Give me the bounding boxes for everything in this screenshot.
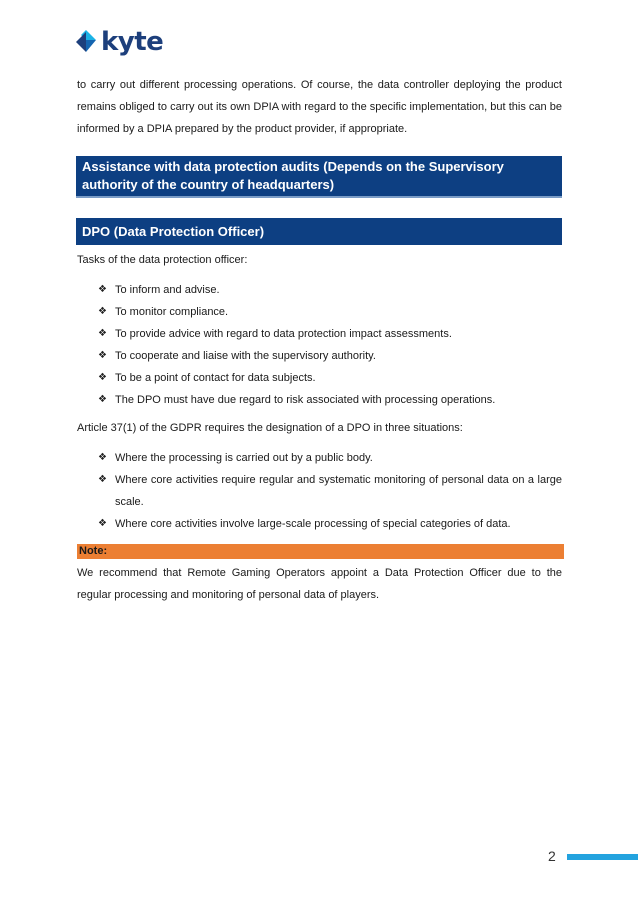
list-item: ❖ To inform and advise. <box>98 279 562 301</box>
dpo-tasks-intro: Tasks of the data protection officer: <box>77 254 248 266</box>
four-diamond-bullet-icon: ❖ <box>98 474 107 485</box>
section-heading-dpo: DPO (Data Protection Officer) <box>76 218 562 245</box>
note-label: Note: <box>77 544 564 559</box>
heading-underline <box>76 196 562 198</box>
four-diamond-bullet-icon: ❖ <box>98 328 107 339</box>
intro-paragraph: to carry out different processing operations. Of course, the data controller deploying the product remains obliged to carry out its own DPIA with regard to the specific implementation, but this can be informed by a DPIA prepared by the product provider, if appropriate. <box>77 79 562 135</box>
note-text: We recommend that Remote Gaming Operators appoint a Data Protection Officer due to the regular processing and monitoring of personal data of players. <box>77 567 562 601</box>
logo-text: kyte <box>101 27 164 57</box>
list-item: ❖ Where core activities require regular and systematic monitoring of personal data on a large scale. <box>98 469 562 513</box>
section-heading-audits: Assistance with data protection audits (Depends on the Supervisory authority of the country of headquarters) <box>76 156 562 196</box>
kyte-logo-mark-icon <box>74 28 98 56</box>
list-item: ❖ The DPO must have due regard to risk associated with processing operations. <box>98 389 562 411</box>
four-diamond-bullet-icon: ❖ <box>98 394 107 405</box>
four-diamond-bullet-icon: ❖ <box>98 350 107 361</box>
four-diamond-bullet-icon: ❖ <box>98 372 107 383</box>
dpo-situations-list <box>77 447 562 535</box>
list-item: ❖ To provide advice with regard to data protection impact assessments. <box>98 323 562 345</box>
four-diamond-bullet-icon: ❖ <box>98 452 107 463</box>
four-diamond-bullet-icon: ❖ <box>98 284 107 295</box>
four-diamond-bullet-icon: ❖ <box>98 306 107 317</box>
dpo-tasks-list <box>77 279 562 411</box>
list-item: ❖ To monitor compliance. <box>98 301 562 323</box>
list-item: ❖ Where the processing is carried out by a public body. <box>98 447 562 469</box>
page-number: 2 <box>548 848 556 864</box>
list-item: ❖ To be a point of contact for data subjects. <box>98 367 562 389</box>
kyte-logo <box>74 27 163 57</box>
article-intro: Article 37(1) of the GDPR requires the designation of a DPO in three situations: <box>77 422 463 434</box>
four-diamond-bullet-icon: ❖ <box>98 518 107 529</box>
list-item: ❖ Where core activities involve large-scale processing of special categories of data. <box>98 513 562 535</box>
list-item: ❖ To cooperate and liaise with the supervisory authority. <box>98 345 562 367</box>
page-number-bar <box>567 854 638 860</box>
document-body <box>77 74 562 606</box>
